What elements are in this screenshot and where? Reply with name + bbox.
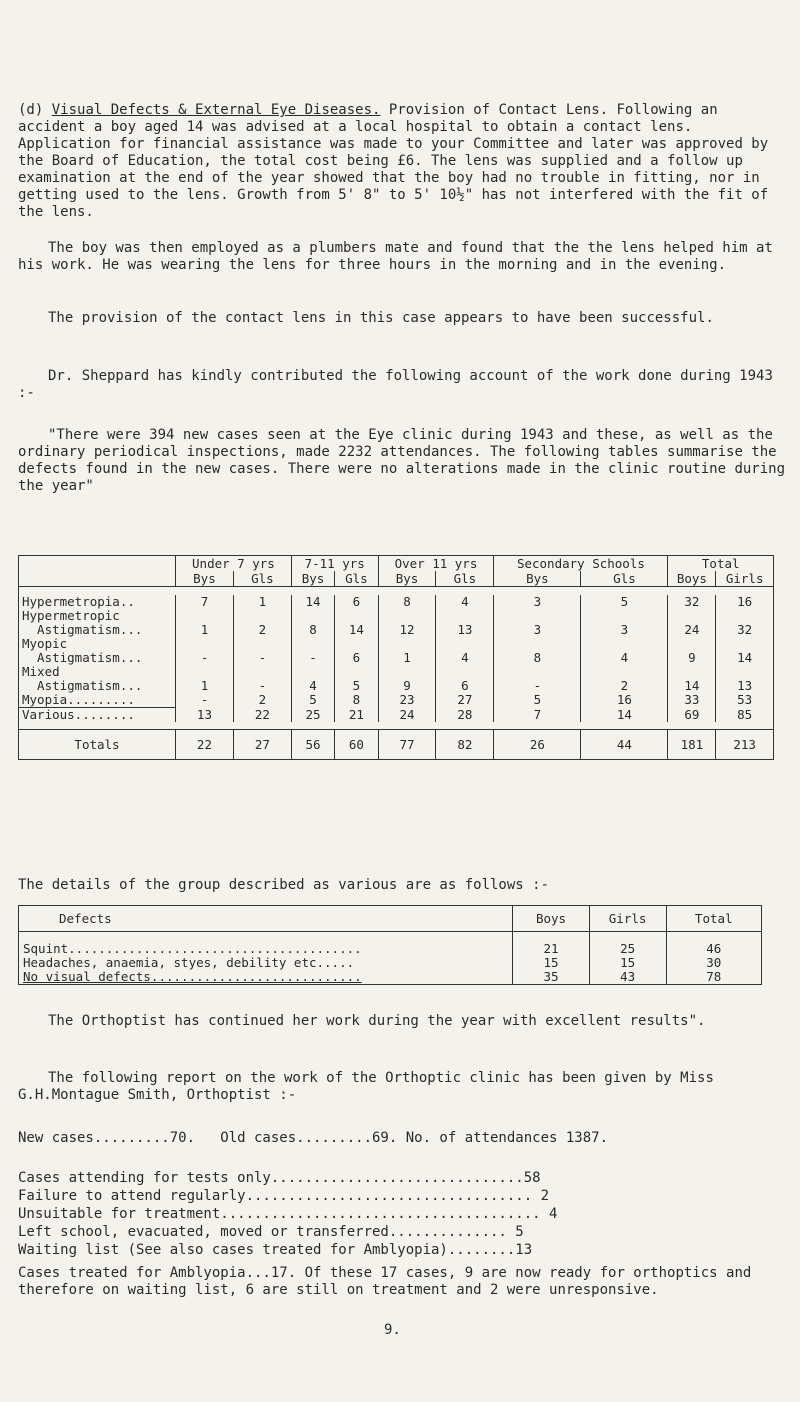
sub-header: Bys	[494, 571, 581, 587]
total-cell: 46	[666, 942, 762, 956]
cell: 14	[581, 707, 668, 722]
cell	[581, 637, 668, 651]
provision-paragraph: The provision of the contact lens in this case appears to have been successful.	[48, 310, 714, 326]
row-label: Myopic	[19, 637, 176, 651]
cell: 8	[494, 651, 581, 665]
cell: -	[176, 651, 234, 665]
cell: 6	[335, 595, 378, 609]
list-item: Left school, evacuated, moved or transferred.............. 5	[18, 1224, 524, 1240]
cell: 5	[494, 693, 581, 708]
cell: 1	[378, 651, 436, 665]
list-item: Unsuitable for treatment...................................... 4	[18, 1206, 558, 1222]
cell	[233, 665, 291, 679]
sub-header: Gls	[436, 571, 494, 587]
cell: 22	[233, 707, 291, 722]
sub-header: Girls	[716, 571, 774, 587]
list-item: Waiting list (See also cases treated for Amblyopia)........13	[18, 1242, 533, 1258]
cell: 28	[436, 707, 494, 722]
girls-cell: 43	[589, 970, 666, 985]
cell: 14	[291, 595, 334, 609]
section-prefix: (d)	[18, 102, 44, 118]
group-over-11: Over 11 yrs	[378, 556, 494, 572]
cell	[176, 609, 234, 623]
group-under-7: Under 7 yrs	[176, 556, 292, 572]
table-row	[19, 665, 774, 679]
cell: 4	[436, 651, 494, 665]
cell: 1	[176, 623, 234, 637]
sub-header: Gls	[335, 571, 378, 587]
cell: 21	[335, 707, 378, 722]
cell: 69	[668, 707, 716, 722]
cell: 1	[176, 679, 234, 693]
cell	[581, 609, 668, 623]
cell: 16	[581, 693, 668, 708]
cell: 2	[233, 623, 291, 637]
total-cell: 22	[176, 730, 234, 760]
cell: -	[233, 651, 291, 665]
cell	[233, 637, 291, 651]
cell: 16	[716, 595, 774, 609]
sub-header: Bys	[378, 571, 436, 587]
cell	[233, 609, 291, 623]
cell	[378, 637, 436, 651]
contact-lens-text: Provision of Contact Lens. Following an accident a boy aged 14 was advised at a local hospital to obtain a contact lens. Application for financial assistance was made to your Committee and later was approved by the Board of Education, the total cost being £6. The lens was supplied and a follow up examination at the end of the year showed that the boy had no trouble in fitting, nor in getting used to the lens. Growth from 5' 8" to 5' 10½" has not interfered with the fit of the lens.	[18, 102, 769, 220]
table-row	[19, 707, 774, 722]
cell	[716, 637, 774, 651]
various-intro: The details of the group described as various are as follows :-	[18, 877, 550, 893]
orthoptic-report-intro: The following report on the work of the Orthoptic clinic has been given by Miss G.H.Montague Smith, Orthoptist :-	[18, 1070, 714, 1103]
sub-header: Gls	[233, 571, 291, 587]
cell: 2	[233, 693, 291, 708]
cell	[494, 637, 581, 651]
group-secondary: Secondary Schools	[494, 556, 668, 572]
total-cell: 77	[378, 730, 436, 760]
cell	[335, 665, 378, 679]
cell: -	[233, 679, 291, 693]
defect-label: Headaches, anaemia, styes, debility etc.....	[19, 956, 513, 970]
cell	[291, 609, 334, 623]
table-row	[19, 679, 774, 693]
orthoptist-paragraph: The Orthoptist has continued her work during the year with excellent results".	[48, 1013, 706, 1029]
row-label: Astigmatism...	[19, 623, 176, 637]
cell: 6	[335, 651, 378, 665]
cell: -	[291, 651, 334, 665]
cell: 25	[291, 707, 334, 722]
table-row	[19, 693, 774, 708]
boys-cell: 21	[513, 942, 589, 956]
group-total: Total	[668, 556, 774, 572]
section-d-paragraph	[18, 102, 788, 221]
cell: 4	[436, 595, 494, 609]
section-heading: Visual Defects & External Eye Diseases.	[51, 102, 381, 118]
row-label: Mixed	[19, 665, 176, 679]
cell: -	[494, 679, 581, 693]
cell: 9	[378, 679, 436, 693]
defect-label: No visual defects............................	[19, 970, 513, 985]
cell: 24	[378, 707, 436, 722]
defects-table-corner-sub	[19, 571, 176, 587]
cell: 3	[494, 595, 581, 609]
table-row	[19, 623, 774, 637]
cell: 14	[716, 651, 774, 665]
cell: 14	[668, 679, 716, 693]
cell	[176, 637, 234, 651]
header-boys: Boys	[513, 906, 589, 932]
cell: 3	[581, 623, 668, 637]
cell: 5	[335, 679, 378, 693]
header-defects: Defects	[19, 906, 513, 932]
cell: 3	[494, 623, 581, 637]
amblyopia-paragraph: Cases treated for Amblyopia...17. Of these 17 cases, 9 are now ready for orthoptics and therefore on waiting list, 6 are still on treatment and 2 were unresponsive.	[18, 1265, 752, 1298]
list-item: Failure to attend regularly.................................. 2	[18, 1188, 550, 1204]
defects-table	[18, 555, 774, 760]
defects-table-group-header	[19, 556, 774, 572]
spacer-row	[19, 722, 774, 730]
plumber-paragraph: The boy was then employed as a plumbers mate and found that the the lens helped him at his work. He was wearing the lens for three hours in the morning and in the evening.	[18, 240, 773, 273]
row-label: Myopia.........	[19, 693, 176, 708]
cell	[581, 665, 668, 679]
cell	[716, 665, 774, 679]
total-cell: 27	[233, 730, 291, 760]
cell: 8	[291, 623, 334, 637]
boys-cell: 15	[513, 956, 589, 970]
girls-cell: 15	[589, 956, 666, 970]
cell	[291, 637, 334, 651]
cell	[176, 665, 234, 679]
cell	[668, 609, 716, 623]
cell: 13	[716, 679, 774, 693]
table-row	[19, 637, 774, 651]
defect-label: Squint.......................................	[19, 942, 513, 956]
total-cell: 60	[335, 730, 378, 760]
cell	[291, 665, 334, 679]
table-row	[19, 595, 774, 609]
defects-table-sub-header	[19, 571, 774, 587]
row-label: Astigmatism...	[19, 679, 176, 693]
row-label: Hypermetropia..	[19, 595, 176, 609]
sub-header: Boys	[668, 571, 716, 587]
sub-header: Bys	[291, 571, 334, 587]
cell: 7	[176, 595, 234, 609]
total-cell: 181	[668, 730, 716, 760]
cell: 8	[378, 595, 436, 609]
header-girls: Girls	[589, 906, 666, 932]
table-row	[19, 942, 762, 956]
spacer-row	[19, 932, 762, 942]
cell: -	[176, 693, 234, 708]
page-number: 9.	[384, 1322, 401, 1338]
table-row	[19, 651, 774, 665]
total-cell: 26	[494, 730, 581, 760]
row-label: Astigmatism...	[19, 651, 176, 665]
total-cell: 82	[436, 730, 494, 760]
table-row	[19, 970, 762, 985]
cell	[436, 637, 494, 651]
various-table	[18, 905, 762, 985]
cell: 4	[581, 651, 668, 665]
cell: 14	[335, 623, 378, 637]
cell	[378, 665, 436, 679]
cell: 24	[668, 623, 716, 637]
cell	[668, 665, 716, 679]
cell: 23	[378, 693, 436, 708]
cell: 1	[233, 595, 291, 609]
cell: 32	[716, 623, 774, 637]
sub-header: Bys	[176, 571, 234, 587]
list-item: Cases attending for tests only..............................58	[18, 1170, 541, 1186]
table-row	[19, 956, 762, 970]
cell	[494, 665, 581, 679]
row-label: Hypermetropic	[19, 609, 176, 623]
cell: 32	[668, 595, 716, 609]
table-row	[19, 609, 774, 623]
total-cell: 78	[666, 970, 762, 985]
cell: 33	[668, 693, 716, 708]
cell	[494, 609, 581, 623]
cell	[436, 609, 494, 623]
various-table-header	[19, 906, 762, 932]
sub-header: Gls	[581, 571, 668, 587]
boys-cell: 35	[513, 970, 589, 985]
cell: 5	[291, 693, 334, 708]
cell: 13	[176, 707, 234, 722]
cell	[378, 609, 436, 623]
cell: 5	[581, 595, 668, 609]
total-cell: 213	[716, 730, 774, 760]
girls-cell: 25	[589, 942, 666, 956]
cases-stats-line: New cases.........70. Old cases.........69. No. of attendances 1387.	[18, 1130, 609, 1146]
cell: 12	[378, 623, 436, 637]
total-cell: 30	[666, 956, 762, 970]
defects-table-corner	[19, 556, 176, 572]
cell: 53	[716, 693, 774, 708]
cell: 7	[494, 707, 581, 722]
eye-clinic-quote: "There were 394 new cases seen at the Eye clinic during 1943 and these, as well as the ordinary periodical inspections, made 2232 attendances. The following tables summarise the defects found in the new cases. There were no alterations made in the clinic routine during the year"	[18, 427, 786, 494]
cell: 85	[716, 707, 774, 722]
total-cell: 44	[581, 730, 668, 760]
cell: 13	[436, 623, 494, 637]
cell	[335, 609, 378, 623]
row-label: Various........	[19, 707, 176, 722]
totals-row	[19, 730, 774, 760]
cell: 27	[436, 693, 494, 708]
cell: 4	[291, 679, 334, 693]
group-7-11: 7-11 yrs	[291, 556, 378, 572]
totals-label: Totals	[19, 730, 176, 760]
cell	[436, 665, 494, 679]
cell: 9	[668, 651, 716, 665]
cell: 8	[335, 693, 378, 708]
sheppard-paragraph: Dr. Sheppard has kindly contributed the following account of the work done during 1943 :-	[18, 368, 773, 401]
cell: 6	[436, 679, 494, 693]
cell: 2	[581, 679, 668, 693]
cell	[335, 637, 378, 651]
header-total: Total	[666, 906, 762, 932]
cell	[716, 609, 774, 623]
total-cell: 56	[291, 730, 334, 760]
cell	[668, 637, 716, 651]
